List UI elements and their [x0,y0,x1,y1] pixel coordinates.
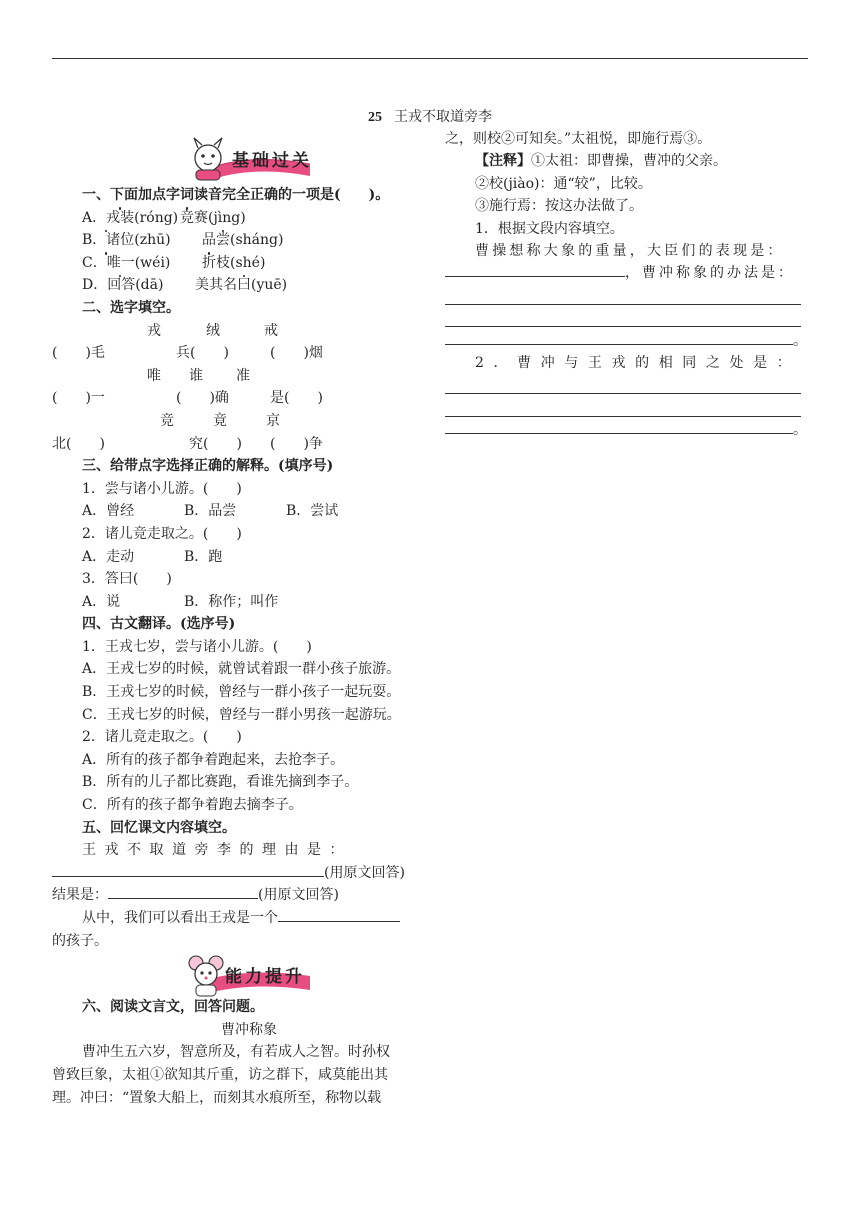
sub2-question: 2．曹冲与王戎的相同之处是： [475,354,801,371]
q1-option-c [52,252,416,275]
q1-option-d-second: 美其名曰(yuē) [195,277,288,294]
q1-heading: 一、下面加点字词读音完全正确的一项是( )。 [82,187,390,203]
q4-item2-option-b: B．所有的儿子都比赛跑，看谁先摘到李子。 [82,774,359,791]
sub1-answer-blank[interactable] [445,330,793,345]
q2-char: 戎 [147,322,161,339]
note-2: ②校(jiào)：通“较”，比较。 [475,175,652,192]
q5-result-label: 结果是： [52,887,108,904]
q3-option: A．说 [82,593,121,610]
q3-item2-options [52,546,416,569]
q5-reason-label: 王戎不取道旁李的理由是： [82,842,352,859]
sub1-line2 [445,262,803,284]
sub1-answer-line-2 [445,307,803,329]
passage-line-2: 曾致巨象，太祖①欲知其斤重，访之群下，咸莫能出其 [52,1066,388,1083]
q3-item2: 2．诸儿竞走取之。( ) [82,525,242,542]
lesson-title [0,106,860,126]
q5-reason-blank[interactable] [52,862,324,877]
q5-result-line [52,884,416,907]
q1-option-c-first: C．唯一(wéi) [82,254,171,271]
q2-blank: ( )争 [270,435,323,452]
banner-basic [52,132,416,184]
q2-char: 戒 [264,322,278,339]
q5-result-note: (用原文回答) [258,887,339,904]
notes-label: 【注释】 [475,153,531,170]
sub1-line1: 曹操想称大象的重量，大臣们的表现是： [475,242,785,259]
q3-item3-options [52,591,416,614]
q1-option-b-first: B．诸位(zhū) [82,232,171,249]
q2-blank: ( )毛 [52,345,105,362]
q5-conclusion-line [52,907,416,930]
q1-option-a-first: A．戎装(róng) [82,209,179,226]
q2-char: 谁 [189,367,203,384]
right-column [445,128,807,441]
sub2-answer-line-2 [445,397,803,419]
q2-char: 唯 [147,367,161,384]
q5-conclusion-post: 的孩子。 [52,932,108,949]
q3-option: B．品尝 [184,503,237,520]
notes-line-1 [445,150,803,172]
banner-ability [52,952,416,996]
sub1-answer-line-1 [445,285,803,307]
q2-char: 绒 [206,322,220,339]
q2-group1-chars [52,320,416,343]
q3-option: A．曾经 [82,503,135,520]
q4-heading: 四、古文翻译。(选序号) [82,616,236,633]
q2-blank: 兵( ) [176,345,229,362]
sub2-answer-blank[interactable] [445,374,801,394]
sub2-answer-blank[interactable] [445,419,793,434]
sub1-line2-text: ，曹冲称象的办法是： [625,265,795,282]
banner-ability-text: 能力提升 [225,967,305,988]
q5-conclusion-pre: 从中，我们可以看出王戎是一个 [82,910,278,926]
q4-item1-option-c: C．王戎七岁的时候，曾经与一群小男孩一起游玩。 [82,706,401,723]
q5-reason-note: (用原文回答) [324,864,405,881]
q2-heading: 二、选字填空。 [82,299,180,316]
q3-option: A．走动 [82,548,135,565]
q4-item1-option-a: A．王戎七岁的时候，就曾试着跟一群小孩子旅游。 [82,661,401,678]
q2-char: 京 [266,412,280,429]
q1-option-a [52,207,416,230]
q1-option-a-second: 竞赛(jìng) [180,209,246,226]
q3-option: B．尝试 [286,503,339,520]
q3-item3: 3．答曰( ) [82,571,172,588]
q3-item1-options [52,500,416,523]
q2-char: 竞 [160,412,174,429]
q2-blank: ( )一 [52,390,105,407]
left-column [52,132,416,1109]
q1-option-b [52,229,416,252]
q3-heading: 三、给带点字选择正确的解释。(填序号) [82,458,334,475]
lesson-title-text: 王戎不取道旁李 [394,109,492,125]
q4-item1: 1．王戎七岁，尝与诸小儿游。( ) [82,638,312,655]
q2-blank: 是( ) [270,390,323,407]
q5-result-blank[interactable] [108,884,258,899]
q5-conclusion-blank[interactable] [278,907,400,922]
q1-option-c-second: 折枝(shé) [202,254,266,271]
passage-line-1: 曹冲生五六岁，智意所及，有若成人之智。时孙权 [82,1044,390,1061]
q5-reason-answer-line [52,862,416,885]
q3-option: B．称作；叫作 [184,593,279,610]
banner-basic-text: 基础过关 [232,151,312,171]
sub1-answer-line-3: 。 [445,330,803,352]
q4-item2-option-a: A．所有的孩子都争着跑起来，去抢李子。 [82,751,345,768]
q4-item2: 2．诸儿竞走取之。( ) [82,729,242,746]
note-3: ③施行焉：按这办法做了。 [475,198,643,215]
q5-heading: 五、回忆课文内容填空。 [82,819,236,836]
q2-blank: ( )确 [176,390,229,407]
sub1-question: 1．根据文段内容填空。 [475,220,624,237]
q2-char: 竟 [213,412,227,429]
q2-group2-blanks [52,387,416,410]
q2-blank: 北( ) [52,435,105,452]
sub1-answer-blank[interactable] [445,285,801,305]
q1-option-d-first: D．回答(dā) [82,277,164,294]
q2-group2-chars [52,365,416,388]
q2-group1-blanks [52,342,416,365]
q3-item1: 1．尝与诸小儿游。( ) [82,480,242,497]
q4-item1-option-b: B．王戎七岁的时候，曾经与一群小孩子一起玩耍。 [82,684,401,701]
passage-line-3: 理。冲曰：“置象大船上，而刻其水痕所至，称物以载 [52,1089,382,1106]
header-rule [52,58,808,59]
q4-item2-option-c: C．所有的孩子都争着跑去摘李子。 [82,797,303,814]
lesson-number: 25 [368,110,382,125]
sub2-answer-line-3: 。 [445,419,803,441]
q2-char: 准 [236,367,250,384]
sub2-answer-blank[interactable] [445,397,801,417]
q6-heading: 六、阅读文言文，回答问题。 [82,999,264,1016]
sub1-blank-ministers[interactable] [445,262,625,277]
q2-group3-blanks [52,433,416,456]
sub2-answer-line-1 [445,374,803,396]
sub1-answer-blank[interactable] [445,307,801,327]
q2-blank: 究( ) [189,435,242,452]
passage-title: 曹冲称象 [221,1021,277,1038]
q1-option-d [52,274,416,297]
note-1: ①太祖：即曹操，曹冲的父亲。 [531,153,727,170]
q3-option: B．跑 [184,548,223,565]
q1-option-b-second: 品尝(sháng) [202,232,284,249]
q2-blank: ( )烟 [270,345,323,362]
q2-group3-chars [52,410,416,433]
passage-continued: 之，则校②可知矣。”太祖悦，即施行焉③。 [445,131,712,147]
